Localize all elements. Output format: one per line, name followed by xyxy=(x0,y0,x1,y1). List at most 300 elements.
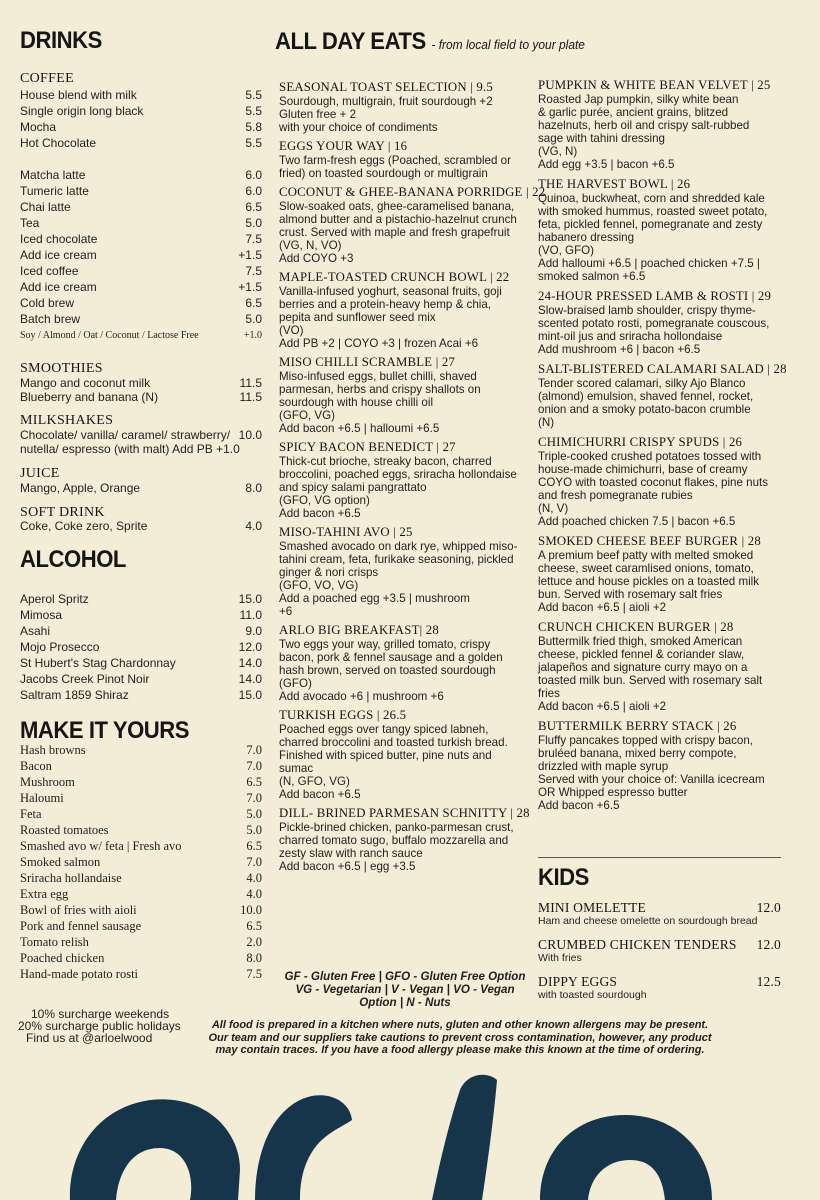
item-price: 7.0 xyxy=(246,791,262,805)
menu-item-line: Smashed avocado on dark rye, whipped miso- xyxy=(279,540,518,553)
item-name: Poached chicken xyxy=(20,951,105,965)
menu-item-title: ARLO BIG BREAKFAST| 28 xyxy=(279,623,439,637)
item-name: Blueberry and banana (N) xyxy=(20,390,159,404)
softdrink-heading: SOFT DRINK xyxy=(20,505,105,520)
menu-item-title: TURKISH EGGS | 26.5 xyxy=(279,708,407,722)
menu-row xyxy=(20,759,262,775)
menu-item-line: crust. Served with maple and fresh grapefruit xyxy=(279,226,510,239)
menu-row xyxy=(20,656,262,672)
menu-item-line: Served with your choice of: Vanilla icecream xyxy=(538,773,765,786)
menu-item-line: Vanilla-infused yoghurt, seasonal fruits, goji xyxy=(279,285,502,298)
item-name: Add ice cream xyxy=(20,280,97,294)
menu-item-line: Buttermilk fried thigh, smoked American xyxy=(538,635,743,648)
menu-item xyxy=(279,355,531,435)
milkshakes-line2: nutella/ espresso (with malt) Add PB +1.0 xyxy=(20,442,240,456)
all-day-eats-tagline: - from local field to your plate xyxy=(431,37,585,52)
other-drinks-list xyxy=(20,168,262,328)
item-name: Iced coffee xyxy=(20,264,79,278)
item-name: Smoked salmon xyxy=(20,855,101,869)
menu-item-line: Two farm-fresh eggs (Poached, scrambled or xyxy=(279,154,511,167)
item-price: 7.0 xyxy=(246,759,262,773)
menu-item-line: sourdough with house chilli oil xyxy=(279,396,434,409)
menu-item-title: PUMPKIN & WHITE BEAN VELVET | 25 xyxy=(538,78,771,92)
menu-item-line: parmesan, herbs and crispy shallots on xyxy=(279,383,481,396)
menu-item-line: scented potato rosti, pomegranate couscous, xyxy=(538,317,770,330)
item-price: 14.0 xyxy=(238,672,262,686)
item-price: 11.5 xyxy=(239,376,262,390)
smoothies-heading: SMOOTHIES xyxy=(20,361,103,376)
menu-item-title: MAPLE-TOASTED CRUNCH BOWL | 22 xyxy=(279,270,510,284)
menu-item-line: pepita and sunflower seed mix xyxy=(279,311,436,324)
menu-item-line: COYO with toasted coconut flakes, pine nuts xyxy=(538,476,769,489)
menu-item-line: (VG, N) xyxy=(538,145,578,158)
menu-item xyxy=(279,139,531,180)
item-price: 7.0 xyxy=(246,855,262,869)
allergy-line2: Our team and our suppliers take cautions to prevent cross contamination, however, any product xyxy=(208,1031,712,1044)
menu-item-line: (VO) xyxy=(279,324,304,337)
menu-row xyxy=(20,390,262,404)
milkshakes-line1: Chocolate/ vanilla/ caramel/ strawberry/ xyxy=(20,428,231,442)
menu-item-line: Add avocado +6 | mushroom +6 xyxy=(279,690,444,703)
kids-item-desc: Ham and cheese omelette on sourdough bread xyxy=(538,915,758,927)
item-name: Tea xyxy=(20,216,40,230)
kids-list xyxy=(538,900,781,1011)
menu-item xyxy=(279,270,531,350)
menu-item-line: (N, GFO, VG) xyxy=(279,775,350,788)
menu-item-line: Add poached chicken 7.5 | bacon +6.5 xyxy=(538,515,736,528)
menu-item-line: jalapeños and signature curry mayo on a xyxy=(538,661,748,674)
menu-row xyxy=(20,823,262,839)
item-name: Bowl of fries with aioli xyxy=(20,903,137,917)
item-price: 6.0 xyxy=(245,184,262,198)
item-price: 12.0 xyxy=(238,640,262,654)
menu-item-line: Add bacon +6.5 | egg +3.5 xyxy=(279,860,416,873)
item-price: 6.5 xyxy=(246,839,262,853)
menu-item-line: toasted milk bun. Served with rosemary salt xyxy=(538,674,763,687)
menu-item-title: SPICY BACON BENEDICT | 27 xyxy=(279,440,456,454)
item-name: Chai latte xyxy=(20,200,71,214)
menu-item-line: Finished with spiced butter, pine nuts and xyxy=(279,749,492,762)
menu-row xyxy=(20,688,262,704)
menu-item-line: house-made chimichurri, base of creamy xyxy=(538,463,748,476)
menu-item xyxy=(538,362,787,429)
menu-item-line: and spicy salami pangrattato xyxy=(279,481,427,494)
allergy-line3: may contain traces. If you have a food allergy please make this known at the time of ordering. xyxy=(215,1044,705,1056)
menu-item xyxy=(538,620,783,713)
item-name: Hot Chocolate xyxy=(20,136,97,150)
item-price: 5.0 xyxy=(246,823,262,837)
kids-item xyxy=(538,900,781,927)
menu-item-line: smoked salmon +6.5 xyxy=(538,270,646,283)
menu-item-line: charred broccolini and toasted turkish bread. xyxy=(279,736,508,749)
item-price: 5.0 xyxy=(245,312,262,326)
menu-row xyxy=(20,791,262,807)
menu-item-line: Add bacon +6.5 xyxy=(279,788,361,801)
softdrink-row xyxy=(20,519,262,533)
menu-item-line: Add halloumi +6.5 | poached chicken +7.5 | xyxy=(538,257,760,270)
item-price: 5.8 xyxy=(245,120,262,134)
menu-item-line: with your choice of condiments xyxy=(279,121,438,134)
menu-item-line: (VG, N, VO) xyxy=(279,239,342,252)
item-price: 6.5 xyxy=(246,775,262,789)
menu-item xyxy=(538,289,783,356)
menu-item-line: bruléed banana, mixed berry compote, xyxy=(538,747,737,760)
menu-item-line: tahini cream, feta, furikake seasoning, pickled xyxy=(279,553,514,566)
arlo-logo xyxy=(0,1060,820,1200)
coffee-heading: COFFEE xyxy=(20,71,74,86)
menu-item xyxy=(538,719,783,812)
menu-row xyxy=(20,296,262,312)
menu-item-line: mint-oil jus and sriracha hollondaise xyxy=(538,330,723,343)
item-price: 8.0 xyxy=(246,951,262,965)
menu-row xyxy=(20,951,262,967)
menu-item-title: MISO-TAHINI AVO | 25 xyxy=(279,525,413,539)
smoothies-list xyxy=(20,376,262,404)
item-price: 9.0 xyxy=(245,624,262,638)
kids-heading: KIDS xyxy=(538,864,589,891)
menu-item-line: (N, V) xyxy=(538,502,569,515)
menu-item-line: +6 xyxy=(279,605,293,618)
menu-row xyxy=(20,592,262,608)
kids-item-row xyxy=(538,900,781,915)
item-price: 10.0 xyxy=(240,903,262,917)
menu-item-title: 24-HOUR PRESSED LAMB & ROSTI | 29 xyxy=(538,289,772,303)
item-price: 5.5 xyxy=(245,136,262,150)
item-price: 6.5 xyxy=(246,919,262,933)
item-price: +1.5 xyxy=(238,280,262,294)
menu-item-line: (VO, GFO) xyxy=(538,244,595,257)
menu-item-line: Add a poached egg +3.5 | mushroom xyxy=(279,592,470,605)
item-price: 7.5 xyxy=(245,232,262,246)
menu-item-line: Add bacon +6.5 | halloumi +6.5 xyxy=(279,422,440,435)
menu-item-line: bun. Served with rosemary salt fries xyxy=(538,588,723,601)
item-name: Pork and fennel sausage xyxy=(20,919,142,933)
menu-row xyxy=(20,672,262,688)
item-price: 5.0 xyxy=(245,216,262,230)
menu-item-line: (GFO, VG) xyxy=(279,409,336,422)
menu-row xyxy=(20,232,262,248)
menu-item xyxy=(538,177,783,283)
item-name: House blend with milk xyxy=(20,88,137,102)
menu-item xyxy=(279,80,531,134)
kids-item-row xyxy=(538,937,781,952)
menu-item-title: CHIMICHURRI CRISPY SPUDS | 26 xyxy=(538,435,743,449)
menu-item-title: CRUNCH CHICKEN BURGER | 28 xyxy=(538,620,734,634)
menu-item-line: Gluten free + 2 xyxy=(279,108,357,121)
menu-item-line: Fluffy pancakes topped with crispy bacon, xyxy=(538,734,754,747)
menu-row xyxy=(20,807,262,823)
kids-item-price: 12.0 xyxy=(756,937,781,952)
menu-row xyxy=(20,743,262,759)
menu-item-title: SALT-BLISTERED CALAMARI SALAD | 28 xyxy=(538,362,787,376)
surcharge-holidays: 20% surcharge public holidays xyxy=(18,1019,181,1033)
menu-item-line: Roasted Jap pumpkin, silky white bean xyxy=(538,93,739,106)
menu-item-line: (almond) emulsion, shaved fennel, rocket, xyxy=(538,390,754,403)
menu-item-line: onion and a smoky potato-bacon crumble xyxy=(538,403,751,416)
menu-row xyxy=(20,887,262,903)
dietary-legend xyxy=(280,970,530,1009)
menu-item-line: broccolini, poached eggs, sriracha hollondaise xyxy=(279,468,517,481)
menu-item-line: drizzled with maple syrup xyxy=(538,760,669,773)
menu-item-line: Miso-infused eggs, bullet chilli, shaved xyxy=(279,370,477,383)
allergy-line1: All food is prepared in a kitchen where nuts, gluten and other known allergens may be present. xyxy=(211,1019,709,1031)
allergy-notice xyxy=(180,1019,740,1057)
menu-item-line: Add egg +3.5 | bacon +6.5 xyxy=(538,158,675,171)
item-name: Mushroom xyxy=(20,775,75,789)
menu-item-line: & garlic purée, ancient grains, blitzed xyxy=(538,106,729,119)
menu-item-line: Add bacon +6.5 xyxy=(279,507,361,520)
milk-options-price: +1.0 xyxy=(243,330,262,341)
menu-row xyxy=(20,216,262,232)
menu-item xyxy=(538,435,783,528)
item-price: 7.5 xyxy=(246,967,262,981)
menu-row xyxy=(20,624,262,640)
menu-item xyxy=(538,78,783,171)
menu-row xyxy=(20,264,262,280)
menu-item-title: SEASONAL TOAST SELECTION | 9.5 xyxy=(279,80,493,94)
item-name: Asahi xyxy=(20,624,51,638)
item-name: Mango and coconut milk xyxy=(20,376,151,390)
menu-item-line: Quinoa, buckwheat, corn and shredded kale xyxy=(538,192,765,205)
item-name: Tumeric latte xyxy=(20,184,89,198)
item-name: Batch brew xyxy=(20,312,81,326)
milk-options-name: Soy / Almond / Oat / Coconut / Lactose Free xyxy=(20,330,199,341)
menu-item-line: Thick-cut brioche, streaky bacon, charred xyxy=(279,455,492,468)
menu-item-line: Add COYO +3 xyxy=(279,252,354,265)
item-name: Feta xyxy=(20,807,42,821)
alcohol-list xyxy=(20,592,262,704)
kids-item-name: MINI OMELETTE xyxy=(538,900,646,915)
menu-item-line: hazelnuts, herb oil and crispy salt-rubbed xyxy=(538,119,750,132)
menu-item-line: (GFO, VG option) xyxy=(279,494,370,507)
kids-item xyxy=(538,974,781,1001)
item-name: Add ice cream xyxy=(20,248,97,262)
menu-item-line: berries and a protein-heavy hemp & chia, xyxy=(279,298,492,311)
softdrink-price: 4.0 xyxy=(245,519,262,533)
surcharge-weekends: 10% surcharge weekends xyxy=(31,1007,170,1021)
milkshakes-block xyxy=(20,428,262,456)
item-name: Extra egg xyxy=(20,887,69,901)
item-name: Smashed avo w/ feta | Fresh avo xyxy=(20,839,182,853)
item-name: Cold brew xyxy=(20,296,75,310)
kids-item-name: CRUMBED CHICKEN TENDERS xyxy=(538,937,737,952)
milkshakes-price: 10.0 xyxy=(238,428,262,442)
juice-name: Mango, Apple, Orange xyxy=(20,481,141,495)
item-name: Aperol Spritz xyxy=(20,592,89,606)
all-day-eats-title: ALL DAY EATS xyxy=(275,28,426,55)
item-name: Bacon xyxy=(20,759,52,773)
menu-row xyxy=(20,88,262,104)
menu-item-line: ginger & nori crisps xyxy=(279,566,379,579)
menu-item-line: A premium beef patty with melted smoked xyxy=(538,549,754,562)
menu-item-line: Add PB +2 | COYO +3 | frozen Acai +6 xyxy=(279,337,479,350)
kids-item-name: DIPPY EGGS xyxy=(538,974,618,989)
menu-item-line: sumac xyxy=(279,762,314,775)
menu-row xyxy=(20,376,262,390)
menu-row xyxy=(20,967,262,983)
item-name: Hash browns xyxy=(20,743,86,757)
kids-item-desc: With fries xyxy=(538,952,582,964)
item-price: 15.0 xyxy=(238,688,262,702)
item-name: Mojo Prosecco xyxy=(20,640,100,654)
item-price: 14.0 xyxy=(238,656,262,670)
menu-item-title: EGGS YOUR WAY | 16 xyxy=(279,139,408,153)
menu-item xyxy=(279,623,531,703)
alcohol-heading: ALCOHOL xyxy=(20,546,126,573)
legend-line1: GF - Gluten Free | GFO - Gluten Free Option xyxy=(284,970,526,983)
item-name: Roasted tomatoes xyxy=(20,823,109,837)
item-price: 5.5 xyxy=(245,104,262,118)
social-handle: Find us at @arloelwood xyxy=(26,1031,153,1045)
menu-row xyxy=(20,168,262,184)
milk-options-row xyxy=(20,330,262,341)
drinks-heading: DRINKS xyxy=(20,27,102,54)
item-price: 4.0 xyxy=(246,871,262,885)
menu-item-line: Slow-soaked oats, ghee-caramelised banana, xyxy=(279,200,515,213)
menu-row xyxy=(20,919,262,935)
menu-row xyxy=(20,903,262,919)
menu-row xyxy=(20,855,262,871)
menu-item-line: almond butter and a pistachio-hazelnut crunch xyxy=(279,213,517,226)
kids-item-row xyxy=(538,974,781,989)
menu-item xyxy=(538,534,783,614)
legend-line3: Option | N - Nuts xyxy=(359,996,451,1009)
menu-item-line: Add mushroom +6 | bacon +6.5 xyxy=(538,343,701,356)
item-price: +1.5 xyxy=(238,248,262,262)
menu-row xyxy=(20,312,262,328)
item-price: 11.5 xyxy=(239,390,262,404)
menu-row xyxy=(20,935,262,951)
juice-row xyxy=(20,481,262,495)
menu-item-line: Two eggs your way, grilled tomato, crispy xyxy=(279,638,491,651)
item-name: Single origin long black xyxy=(20,104,144,118)
item-name: Jacobs Creek Pinot Noir xyxy=(20,672,150,686)
item-name: Saltram 1859 Shiraz xyxy=(20,688,129,702)
item-name: Mocha xyxy=(20,120,57,134)
item-name: Hand-made potato rosti xyxy=(20,967,139,981)
menu-item-line: Add bacon +6.5 | aioli +2 xyxy=(538,700,667,713)
menu-row xyxy=(20,280,262,296)
item-price: 7.5 xyxy=(245,264,262,278)
menu-item-line: Poached eggs over tangy spiced labneh, xyxy=(279,723,489,736)
menu-item-line: sage with tahini dressing xyxy=(538,132,665,145)
menu-item xyxy=(279,806,531,873)
make-it-yours-list xyxy=(20,743,262,983)
menu-item-line: OR Whipped espresso butter xyxy=(538,786,688,799)
all-day-eats-heading xyxy=(275,28,585,56)
menu-item-line: feta, pickled fennel, pomegranate and zesty xyxy=(538,218,763,231)
menu-row xyxy=(20,136,262,152)
menu-item-line: lettuce and house pickles on a toasted milk xyxy=(538,575,760,588)
item-price: 6.5 xyxy=(245,200,262,214)
menu-item-title: MISO CHILLI SCRAMBLE | 27 xyxy=(279,355,456,369)
kids-item xyxy=(538,937,781,964)
menu-item-line: hash brown, served on toasted sourdough xyxy=(279,664,496,677)
menu-item-title: COCONUT & GHEE-BANANA PORRIDGE | 22 xyxy=(279,185,546,199)
kids-item-price: 12.0 xyxy=(756,900,781,915)
menu-row xyxy=(20,200,262,216)
menu-item xyxy=(279,708,531,801)
kids-item-desc: with toasted sourdough xyxy=(538,989,647,1001)
menu-item-title: SMOKED CHEESE BEEF BURGER | 28 xyxy=(538,534,761,548)
juice-heading: JUICE xyxy=(20,466,60,481)
menu-item-line: Tender scored calamari, silky Ajo Blanco xyxy=(538,377,746,390)
menu-item-title: THE HARVEST BOWL | 26 xyxy=(538,177,691,191)
menu-item-line: charred tomato sugo, buffalo mozzarella and xyxy=(279,834,509,847)
menu-row xyxy=(20,248,262,264)
legend-line2: VG - Vegetarian | V - Vegan | VO - Vegan xyxy=(295,983,515,996)
menu-item-line: fried) on toasted sourdough or multigrain xyxy=(279,167,488,180)
all-day-right-column xyxy=(538,78,787,818)
item-price: 11.0 xyxy=(239,608,262,622)
item-name: Iced chocolate xyxy=(20,232,98,246)
menu-item-line: zesty slaw with ranch sauce xyxy=(279,847,423,860)
menu-item-line: (GFO) xyxy=(279,677,312,690)
menu-item-line: (N) xyxy=(538,416,555,429)
menu-item-line: Add bacon +6.5 xyxy=(538,799,620,812)
item-price: 4.0 xyxy=(246,887,262,901)
menu-item xyxy=(279,525,531,618)
menu-item-line: cheese, pickled fennel & coriander slaw, xyxy=(538,648,745,661)
item-price: 5.5 xyxy=(245,88,262,102)
menu-row xyxy=(20,640,262,656)
menu-row xyxy=(20,871,262,887)
menu-item-title: BUTTERMILK BERRY STACK | 26 xyxy=(538,719,737,733)
menu-item xyxy=(279,440,531,520)
item-price: 5.0 xyxy=(246,807,262,821)
menu-item-line: cheese, sweet caramlised onions, tomato, xyxy=(538,562,754,575)
menu-row xyxy=(20,775,262,791)
item-name: Tomato relish xyxy=(20,935,89,949)
menu-row xyxy=(20,120,262,136)
make-it-yours-heading: MAKE IT YOURS xyxy=(20,717,190,744)
menu-item-line: Pickle-brined chicken, panko-parmesan crust, xyxy=(279,821,514,834)
item-price: 15.0 xyxy=(238,592,262,606)
item-price: 2.0 xyxy=(246,935,262,949)
menu-item-line: Slow-braised lamb shoulder, crispy thyme- xyxy=(538,304,756,317)
menu-item-line: (GFO, VO, VG) xyxy=(279,579,359,592)
menu-item-line: habanero dressing xyxy=(538,231,635,244)
juice-price: 8.0 xyxy=(245,481,262,495)
milkshakes-row xyxy=(20,428,262,442)
item-name: Matcha latte xyxy=(20,168,86,182)
coffee-list xyxy=(20,88,262,152)
menu-item-line: Sourdough, multigrain, fruit sourdough +2 xyxy=(279,95,493,108)
all-day-left-column xyxy=(279,80,546,878)
menu-item xyxy=(279,185,546,265)
item-price: 6.0 xyxy=(245,168,262,182)
softdrink-name: Coke, Coke zero, Sprite xyxy=(20,519,148,533)
menu-item-line: and fresh pomegranate rubies xyxy=(538,489,693,502)
kids-item-price: 12.5 xyxy=(756,974,781,989)
menu-item-line: with smoked hummus, roasted sweet potato, xyxy=(538,205,768,218)
menu-row xyxy=(20,608,262,624)
menu-row xyxy=(20,104,262,120)
menu-item-line: Add bacon +6.5 | aioli +2 xyxy=(538,601,667,614)
kids-divider xyxy=(538,857,781,858)
item-name: Sriracha hollandaise xyxy=(20,871,122,885)
item-name: St Hubert's Stag Chardonnay xyxy=(20,656,176,670)
menu-item-line: bacon, pork & fennel sausage and a golden xyxy=(279,651,503,664)
item-name: Mimosa xyxy=(20,608,63,622)
item-price: 7.0 xyxy=(246,743,262,757)
menu-item-line: fries xyxy=(538,687,560,700)
item-price: 6.5 xyxy=(245,296,262,310)
menu-row xyxy=(20,839,262,855)
menu-item-line: Triple-cooked crushed potatoes tossed with xyxy=(538,450,762,463)
arlo-logo-shape xyxy=(70,1075,712,1200)
milkshakes-heading: MILKSHAKES xyxy=(20,413,114,428)
